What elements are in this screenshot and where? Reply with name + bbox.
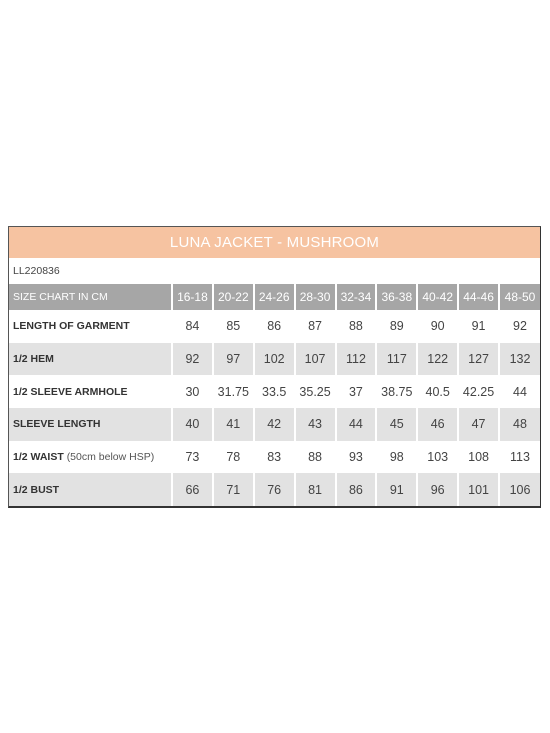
table-row bbox=[9, 375, 540, 408]
measurement-value: 86 bbox=[336, 473, 377, 506]
measurement-value: 96 bbox=[417, 473, 458, 506]
measurement-label bbox=[9, 441, 172, 474]
table-header-row bbox=[9, 284, 540, 310]
measurement-value: 35.25 bbox=[295, 375, 336, 408]
measurement-label bbox=[9, 473, 172, 506]
measurement-value: 40.5 bbox=[417, 375, 458, 408]
measurement-value: 117 bbox=[376, 343, 417, 376]
measurement-value: 44 bbox=[499, 375, 540, 408]
measurement-value: 37 bbox=[336, 375, 377, 408]
measurement-value: 83 bbox=[254, 441, 295, 474]
measurement-value: 88 bbox=[295, 441, 336, 474]
measurement-value: 46 bbox=[417, 408, 458, 441]
measurement-value: 30 bbox=[172, 375, 213, 408]
measurement-value: 71 bbox=[213, 473, 254, 506]
measurement-label bbox=[9, 310, 172, 343]
measurement-value: 108 bbox=[458, 441, 499, 474]
product-code: LL220836 bbox=[13, 265, 60, 277]
measurement-name: LENGTH OF GARMENT bbox=[13, 320, 130, 333]
measurement-value: 91 bbox=[376, 473, 417, 506]
measurement-value: 92 bbox=[499, 310, 540, 343]
size-header: 32-34 bbox=[336, 284, 377, 310]
measurement-value: 41 bbox=[213, 408, 254, 441]
measurement-label bbox=[9, 408, 172, 441]
size-header: 36-38 bbox=[376, 284, 417, 310]
size-chart bbox=[8, 226, 541, 508]
measurement-value: 112 bbox=[336, 343, 377, 376]
header-label: SIZE CHART IN CM bbox=[9, 284, 172, 310]
measurement-value: 81 bbox=[295, 473, 336, 506]
measurement-note: (50cm below HSP) bbox=[66, 451, 155, 464]
size-header: 44-46 bbox=[458, 284, 499, 310]
size-header: 48-50 bbox=[499, 284, 540, 310]
measurement-name: 1/2 HEM bbox=[13, 353, 54, 366]
measurement-name: SLEEVE LENGTH bbox=[13, 418, 101, 431]
measurement-value: 93 bbox=[336, 441, 377, 474]
chart-title: LUNA JACKET - MUSHROOM bbox=[9, 227, 540, 258]
measurement-value: 90 bbox=[417, 310, 458, 343]
measurement-name: 1/2 SLEEVE ARMHOLE bbox=[13, 385, 128, 398]
measurement-value: 44 bbox=[336, 408, 377, 441]
measurement-value: 91 bbox=[458, 310, 499, 343]
measurement-name: 1/2 WAIST bbox=[13, 451, 64, 464]
measurement-name: 1/2 BUST bbox=[13, 483, 60, 496]
measurement-value: 98 bbox=[376, 441, 417, 474]
measurement-value: 43 bbox=[295, 408, 336, 441]
size-table bbox=[9, 284, 540, 506]
measurement-value: 33.5 bbox=[254, 375, 295, 408]
measurement-label bbox=[9, 375, 172, 408]
measurement-value: 84 bbox=[172, 310, 213, 343]
measurement-value: 107 bbox=[295, 343, 336, 376]
measurement-value: 78 bbox=[213, 441, 254, 474]
size-table-body bbox=[9, 284, 540, 506]
size-header: 16-18 bbox=[172, 284, 213, 310]
measurement-value: 103 bbox=[417, 441, 458, 474]
table-row bbox=[9, 408, 540, 441]
table-row bbox=[9, 473, 540, 506]
measurement-value: 48 bbox=[499, 408, 540, 441]
size-header: 20-22 bbox=[213, 284, 254, 310]
measurement-value: 40 bbox=[172, 408, 213, 441]
measurement-value: 42 bbox=[254, 408, 295, 441]
measurement-value: 45 bbox=[376, 408, 417, 441]
measurement-value: 42.25 bbox=[458, 375, 499, 408]
measurement-value: 76 bbox=[254, 473, 295, 506]
measurement-value: 122 bbox=[417, 343, 458, 376]
measurement-value: 92 bbox=[172, 343, 213, 376]
measurement-value: 38.75 bbox=[376, 375, 417, 408]
measurement-value: 66 bbox=[172, 473, 213, 506]
measurement-value: 89 bbox=[376, 310, 417, 343]
measurement-value: 101 bbox=[458, 473, 499, 506]
measurement-value: 47 bbox=[458, 408, 499, 441]
measurement-value: 106 bbox=[499, 473, 540, 506]
table-row bbox=[9, 310, 540, 343]
measurement-value: 127 bbox=[458, 343, 499, 376]
measurement-value: 86 bbox=[254, 310, 295, 343]
measurement-value: 85 bbox=[213, 310, 254, 343]
table-row bbox=[9, 441, 540, 474]
table-row bbox=[9, 343, 540, 376]
measurement-value: 113 bbox=[499, 441, 540, 474]
measurement-value: 87 bbox=[295, 310, 336, 343]
size-header: 24-26 bbox=[254, 284, 295, 310]
measurement-value: 73 bbox=[172, 441, 213, 474]
measurement-value: 88 bbox=[336, 310, 377, 343]
measurement-label bbox=[9, 343, 172, 376]
measurement-value: 132 bbox=[499, 343, 540, 376]
measurement-value: 31.75 bbox=[213, 375, 254, 408]
measurement-value: 97 bbox=[213, 343, 254, 376]
size-header: 28-30 bbox=[295, 284, 336, 310]
size-header: 40-42 bbox=[417, 284, 458, 310]
measurement-value: 102 bbox=[254, 343, 295, 376]
